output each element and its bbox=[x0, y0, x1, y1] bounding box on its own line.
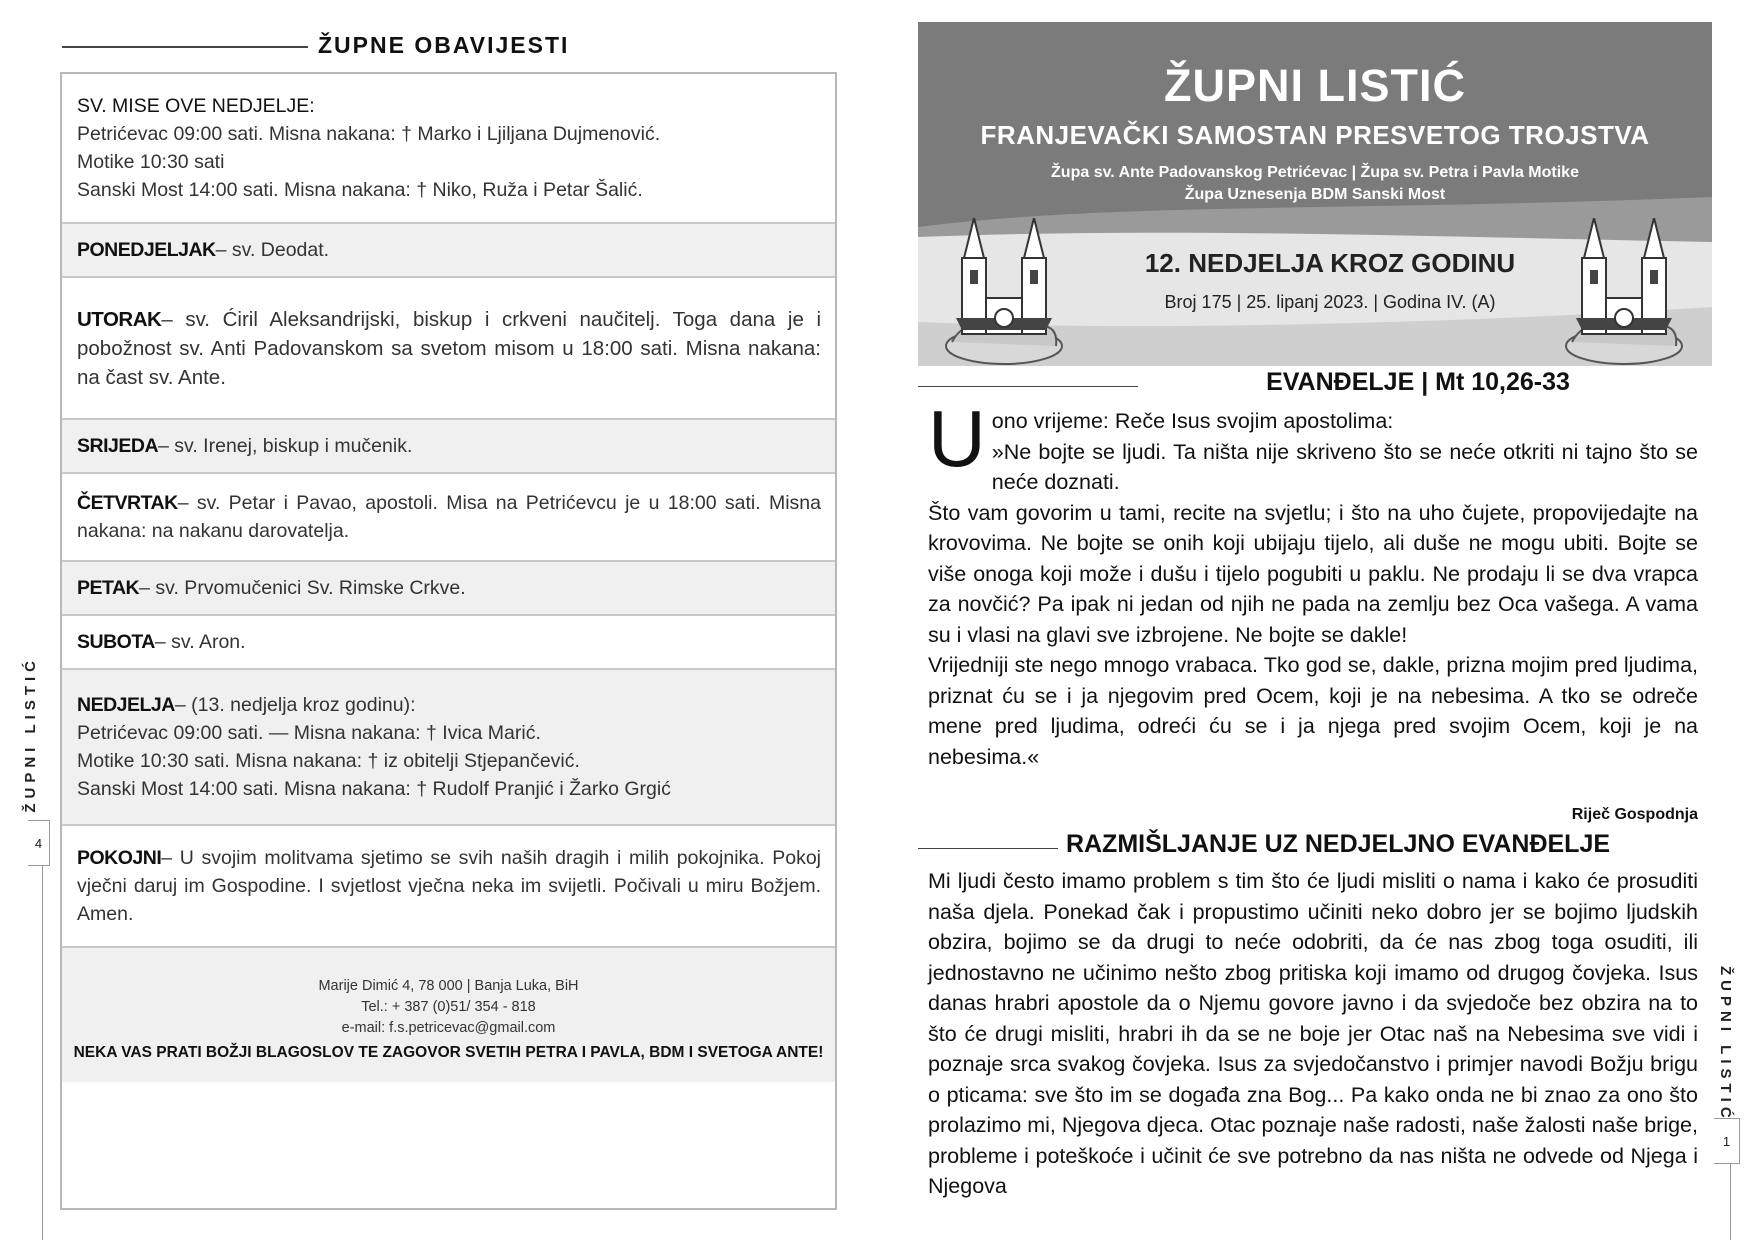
gospel-text bbox=[928, 394, 1698, 772]
day-text: – sv. Irenej, biskup i mučenik. bbox=[158, 435, 413, 457]
day-text: – sv. Ćiril Aleksandrijski, biskup i crkveni naučitelj. Toga dana je i pobožnost sv. Anti Padovanskom sa svetom misom u 18:00 sati. Misna nakana: na čast sv. Ante. bbox=[77, 307, 821, 389]
notice-tuesday bbox=[62, 278, 835, 420]
footer-address: Marije Dimić 4, 78 000 | Banja Luka, BiH bbox=[318, 978, 579, 994]
footer-phone: Tel.: + 387 (0)51/ 354 - 818 bbox=[361, 999, 536, 1015]
day-label: POKOJNI bbox=[77, 847, 162, 869]
day-label: SRIJEDA bbox=[77, 435, 159, 457]
drop-cap: U bbox=[928, 394, 986, 483]
page-title: ŽUPNE OBAVIJESTI bbox=[318, 32, 570, 58]
masthead-banner bbox=[918, 22, 1712, 366]
issue-info: Broj 175 | 25. lipanj 2023. | Godina IV. (A) bbox=[1164, 292, 1496, 312]
notice-sunday-line: Motike 10:30 sati. Misna nakana: † iz obitelji Stjepančević. bbox=[77, 750, 580, 772]
notice-deceased bbox=[62, 826, 835, 948]
masthead-parishes: Župa Uznesenja BDM Sanski Most bbox=[1184, 186, 1446, 203]
notice-sunday-line: Petrićevac 09:00 sati. — Misna nakana: † Ivica Marić. bbox=[77, 722, 541, 744]
margin-rule bbox=[1730, 1164, 1731, 1240]
liturgical-sunday: 12. NEDJELJA KROZ GODINU bbox=[1144, 248, 1516, 278]
gospel-title: EVANĐELJE | Mt 10,26-33 bbox=[1266, 368, 1570, 396]
gospel-closing: Riječ Gospodnja bbox=[1571, 806, 1698, 823]
header-rule bbox=[62, 46, 308, 48]
day-text: – sv. Prvomučenici Sv. Rimske Crkve. bbox=[139, 577, 466, 599]
notice-sunday-line: Sanski Most 14:00 sati. Misna nakana: † Rudolf Pranjić i Žarko Grgić bbox=[77, 778, 671, 800]
footer-email: e-mail: f.s.petricevac@gmail.com bbox=[341, 1020, 556, 1036]
reflection-text: Mi ljudi često imamo problem s tim što će ljudi misliti o nama i kako će prosuditi naša djela. Ponekad čak i propustimo učiniti neko dobro jer se bojimo ljudskih obzira, bojimo se da drugi to neće odobriti, da će nas zbog toga osuditi, ili jednostavno ne učinimo nešto zbog pritiska koji imamo od drugog čovjeka. Isus danas hrabri apostole da o Njemu govore javno i da svjedoče bez obzira na to što će drugi misliti, hrabri ih da se ne boje jer Otac naš na Nebesima sve vidi i poznaje srca svakog čovjeka. Isus za svjedočanstvo i primjer navodi Božju brigu o pticama: sve što im se događa zna Bog... Pa kako onda ne bi znao za ono što prolazimo mi, Njegova djeca. Otac poznaje naše radosti, naše žalosti naše brige, probleme i poteškoće i učinit će sve potrebno da nas ništa ne odvede od Njega i Njegova bbox=[928, 869, 1698, 1198]
notice-masses-line: Petrićevac 09:00 sati. Misna nakana: † Marko i Ljiljana Dujmenović. bbox=[77, 123, 661, 145]
notice-sunday bbox=[62, 670, 835, 826]
page-number: 1 bbox=[1714, 1118, 1740, 1164]
day-label: NEDJELJA bbox=[77, 694, 175, 716]
left-page-header bbox=[62, 32, 842, 62]
notice-masses bbox=[62, 74, 835, 224]
day-text: – (13. nedjelja kroz godinu): bbox=[174, 694, 416, 716]
notices-box bbox=[60, 72, 837, 1210]
heading-rule bbox=[918, 848, 1058, 849]
day-text: – sv. Deodat. bbox=[215, 239, 330, 261]
left-side-label bbox=[22, 656, 46, 813]
notice-monday bbox=[62, 224, 835, 278]
day-text: – sv. Aron. bbox=[154, 631, 246, 653]
page-number: 4 bbox=[28, 820, 50, 866]
day-text: – sv. Petar i Pavao, apostoli. Misa na Petrićevcu je u 18:00 sati. Misna nakana: na nakanu darovatelja. bbox=[77, 492, 821, 542]
footer-blessing: NEKA VAS PRATI BOŽJI BLAGOSLOV TE ZAGOVOR SVETIH PETRA I PAVLA, BDM I SVETOGA ANTE! bbox=[73, 1044, 824, 1061]
masthead-title: ŽUPNI LISTIĆ bbox=[1164, 60, 1466, 111]
right-side-label bbox=[1717, 966, 1741, 1123]
day-label: PETAK bbox=[77, 577, 140, 599]
notice-masses-line: Sanski Most 14:00 sati. Misna nakana: † Niko, Ruža i Petar Šalić. bbox=[77, 179, 643, 201]
margin-rule bbox=[42, 866, 43, 1240]
heading-rule bbox=[918, 386, 1138, 387]
day-label: PONEDJELJAK bbox=[77, 239, 216, 261]
notice-friday bbox=[62, 562, 835, 616]
day-label: ČETVRTAK bbox=[77, 492, 178, 514]
gospel-heading bbox=[918, 368, 1712, 402]
side-label-text: ŽUPNI LISTIĆ bbox=[22, 656, 39, 813]
church-emblem-icon bbox=[942, 218, 1066, 366]
notice-masses-heading: SV. MISE OVE NEDJELJE: bbox=[77, 95, 315, 117]
masthead-parishes: Župa sv. Ante Padovanskog Petrićevac | Župa sv. Petra i Pavla Motike bbox=[1051, 164, 1579, 181]
side-label-text: ŽUPNI LISTIĆ bbox=[1717, 966, 1734, 1123]
contact-footer bbox=[62, 948, 835, 1082]
day-label: SUBOTA bbox=[77, 631, 155, 653]
gospel-paragraph: Vrijedniji ste nego mnogo vrabaca. Tko god se, dakle, prizna mojim pred ljudima, priznat ću se i ja njegovim pred Ocem, koji je na nebesima. A tko se odreče mene pred ljudima, odreći ću se i ja njega pred svojim Ocem, koji je na nebesima.« bbox=[928, 653, 1698, 769]
gospel-intro: ono vrijeme: Reče Isus svojim apostolima: bbox=[991, 409, 1394, 433]
masthead-subtitle: FRANJEVAČKI SAMOSTAN PRESVETOG TROJSTVA bbox=[980, 120, 1650, 150]
notice-wednesday bbox=[62, 420, 835, 474]
church-emblem-icon bbox=[1562, 218, 1686, 366]
reflection-heading bbox=[918, 830, 1712, 864]
gospel-paragraph: »Ne bojte se ljudi. Ta ništa nije skriveno što se neće otkriti ni tajno što se neće doznati. bbox=[991, 439, 1698, 494]
day-label: UTORAK bbox=[77, 307, 162, 331]
gospel-paragraph: Što vam govorim u tami, recite na svjetlu; i što na uho čujete, propovijedajte na krovovima. Ne bojte se onih koji ubijaju tijelo, ali duše ne mogu ubiti. Bojte se više onoga koji može i dušu i tijelo pogubiti u paklu. Ne prodaju li se dva vrapca za novčić? Pa ipak ni jedan od njih ne pada na zemlju bez Oca vašega. A vama su i vlasi na glavi sve izbrojene. Ne bojte se dakle! bbox=[928, 500, 1698, 647]
day-text: – U svojim molitvama sjetimo se svih naših dragih i milih pokojnika. Pokoj vječni daruj im Gospodine. I svjetlost vječna neka im svijetli. Počivali u miru Božjem. Amen. bbox=[77, 847, 821, 925]
notice-saturday bbox=[62, 616, 835, 670]
reflection-title: RAZMIŠLJANJE UZ NEDJELJNO EVANĐELJE bbox=[1065, 830, 1611, 858]
notice-thursday bbox=[62, 474, 835, 562]
notice-masses-line: Motike 10:30 sati bbox=[77, 151, 225, 173]
